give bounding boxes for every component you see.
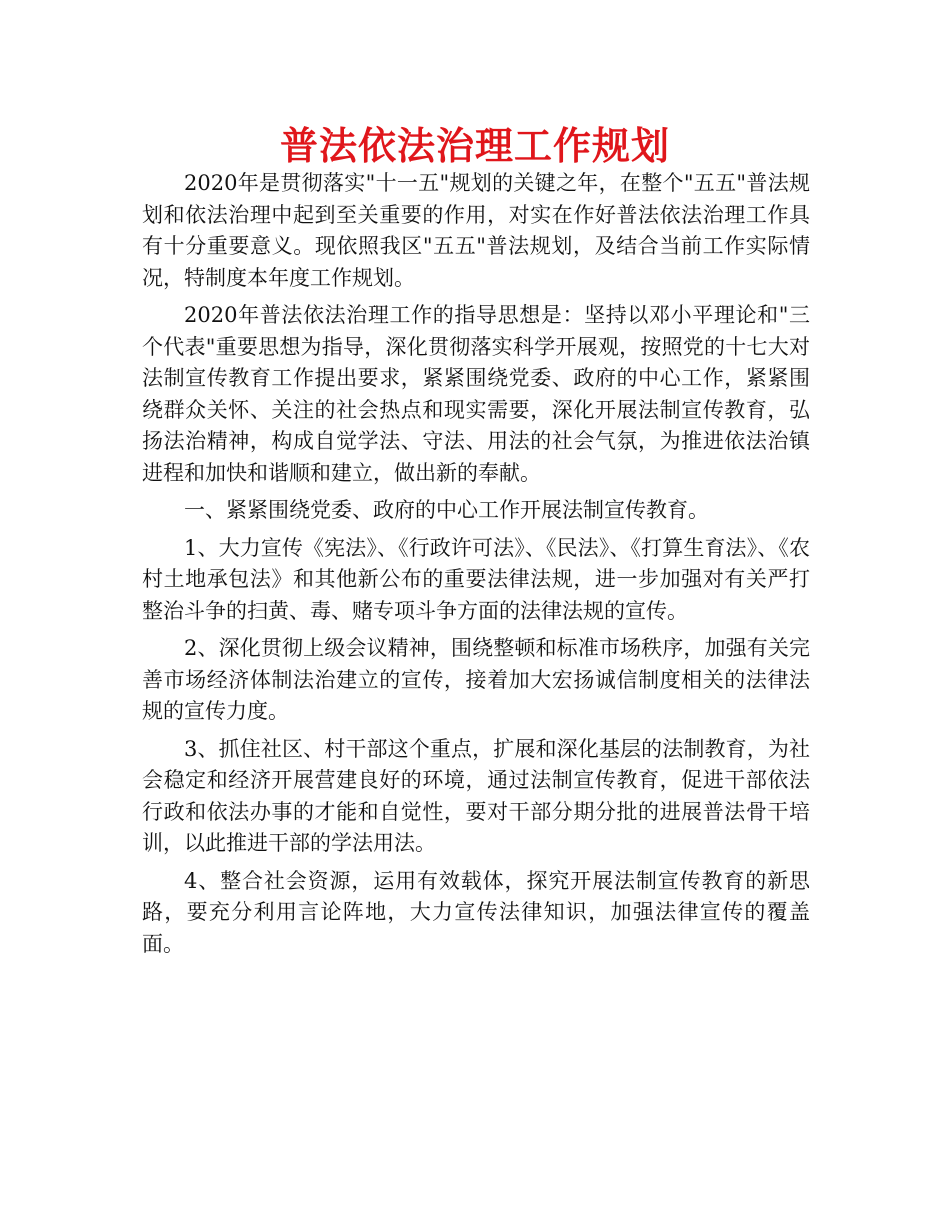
document-body	[142, 168, 810, 960]
list-item-1: 1、大力宣传《宪法》、《行政许可法》、《民法》、《打算生育法》、《农村土地承包法》和其他新公布的重要法律法规，进一步加强对有关严打整治斗争的扫黄、毒、赌专项斗争方面的法律法规的宣传。	[142, 535, 810, 623]
paragraph-intro: 2020年是贯彻落实"十一五"规划的关键之年，在整个"五五"普法规划和依法治理中起到至关重要的作用，对实在作好普法依法治理工作具有十分重要意义。现依照我区"五五"普法规划，及结合当前工作实际情况，特制度本年度工作规划。	[142, 171, 810, 290]
list-item-4: 4、整合社会资源，运用有效载体，探究开展法制宣传教育的新思路，要充分利用言论阵地，大力宣传法律知识，加强法律宣传的覆盖面。	[142, 868, 810, 956]
paragraph-guiding-thought: 2020年普法依法治理工作的指导思想是：坚持以邓小平理论和"三个代表"重要思想为指导，深化贯彻落实科学开展观，按照党的十七大对法制宣传教育工作提出要求，紧紧围绕党委、政府的中心工作，紧紧围绕群众关怀、关注的社会热点和现实需要，深化开展法制宣传教育，弘扬法治精神，构成自觉学法、守法、用法的社会气氛，为推进依法治镇进程和加快和谐顺和建立，做出新的奉献。	[142, 303, 810, 485]
document-title: 普法依法治理工作规划	[279, 123, 670, 168]
list-item-3: 3、抓住社区、村干部这个重点，扩展和深化基层的法制教育，为社会稳定和经济开展营建良好的环境，通过法制宣传教育，促进干部依法行政和依法办事的才能和自觉性，要对干部分期分批的进展普法骨干培训，以此推进干部的学法用法。	[142, 736, 810, 855]
section-heading-1: 一、紧紧围绕党委、政府的中心工作开展法制宣传教育。	[184, 498, 709, 522]
list-item-2: 2、深化贯彻上级会议精神，围绕整顿和标准市场秩序，加强有关完善市场经济体制法治建立的宣传，接着加大宏扬诚信制度相关的法律法规的宣传力度。	[142, 636, 810, 723]
